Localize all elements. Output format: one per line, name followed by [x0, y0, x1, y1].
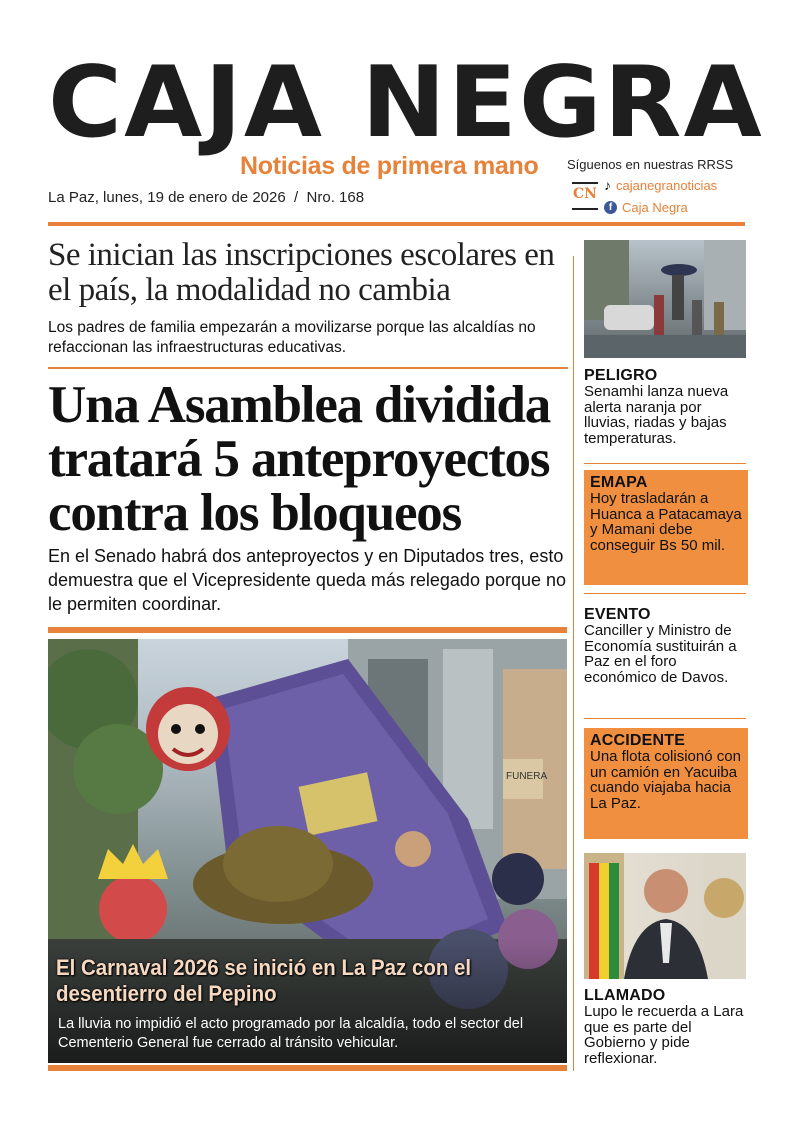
column-divider [573, 256, 574, 1071]
rain-street-art [584, 240, 746, 358]
headline-asamblea: Una Asamblea dividida tratará 5 anteproyectos contra los bloqueos [48, 376, 551, 542]
sidebar-divider [584, 718, 746, 719]
caption-carnaval: La lluvia no impidió el acto programado por la alcaldía, todo el sector del Cementerio General fue cerrado al tránsito vehicular. [58, 1016, 524, 1051]
tiktok-handle: cajanegranoticias [616, 177, 718, 193]
story-divider [48, 367, 568, 369]
deck-inscripciones: Los padres de familia empezarán a movilizarse porque las alcaldías no refaccionan las infraestructuras educativas. [48, 319, 536, 356]
masthead-title: CAJA NEGRA [48, 46, 764, 160]
sidebar-kicker: LLAMADO [584, 987, 666, 1004]
sidebar-item-peligro [584, 367, 748, 446]
facebook-handle: Caja Negra [622, 200, 688, 215]
social-follow-title: Síguenos en nuestras RRSS [567, 157, 734, 172]
sidebar-item-llamado [584, 987, 748, 1066]
sidebar-divider [584, 463, 746, 464]
deck-asamblea: En el Senado habrá dos anteproyectos y en Diputados tres, esto demuestra que el Vicepresidente queda más relegado porque no le permiten coordinar. [48, 546, 567, 614]
headline-carnaval: El Carnaval 2026 se inició en La Paz con el desentierro del Pepino [56, 955, 472, 1006]
lupo-portrait-art [584, 853, 746, 979]
headline-inscripciones: Se inician las inscripciones escolares en el país, la modalidad no cambia [48, 237, 555, 308]
social-facebook[interactable] [604, 200, 688, 215]
sidebar-kicker: EVENTO [584, 606, 651, 623]
masthead-divider [48, 222, 745, 226]
sidebar-kicker: ACCIDENTE [590, 732, 686, 749]
tagline: Noticias de primera mano [240, 152, 539, 180]
sidebar-body: Hoy trasladarán a Huanca a Patacamaya y Mamani debe conseguir Bs 50 mil. [590, 490, 742, 554]
lupo-portrait [584, 853, 746, 979]
photo-top-divider [48, 627, 567, 633]
photo-bottom-divider [48, 1065, 567, 1071]
sidebar-kicker: PELIGRO [584, 367, 658, 384]
funeraria-sign: FUNERA [506, 771, 548, 782]
sidebar-item-emapa [584, 470, 748, 585]
sidebar-divider [584, 593, 746, 594]
logo-icon: CN [572, 182, 598, 210]
sidebar-item-accidente [584, 728, 748, 839]
tiktok-icon: ♪ [604, 177, 611, 193]
sidebar-item-evento [584, 606, 748, 685]
sidebar-body: Una flota colisionó con un camión en Yacuiba cuando viajaba hacia La Paz. [590, 748, 741, 812]
sidebar-kicker: EMAPA [590, 474, 648, 491]
sidebar-body: Lupo le recuerda a Lara que es parte del Gobierno y pide reflexionar. [584, 1003, 744, 1067]
sidebar-body: Canciller y Ministro de Economía sustituirán a Paz en el foro económico de Davos. [584, 622, 737, 686]
facebook-icon: f [604, 201, 617, 214]
social-tiktok[interactable] [604, 177, 717, 193]
rain-street-photo [584, 240, 746, 358]
sidebar-body: Senamhi lanza nueva alerta naranja por lluvias, riadas y bajas temperaturas. [584, 383, 729, 447]
dateline: La Paz, lunes, 19 de enero de 2026 / Nro. 168 [48, 189, 365, 206]
